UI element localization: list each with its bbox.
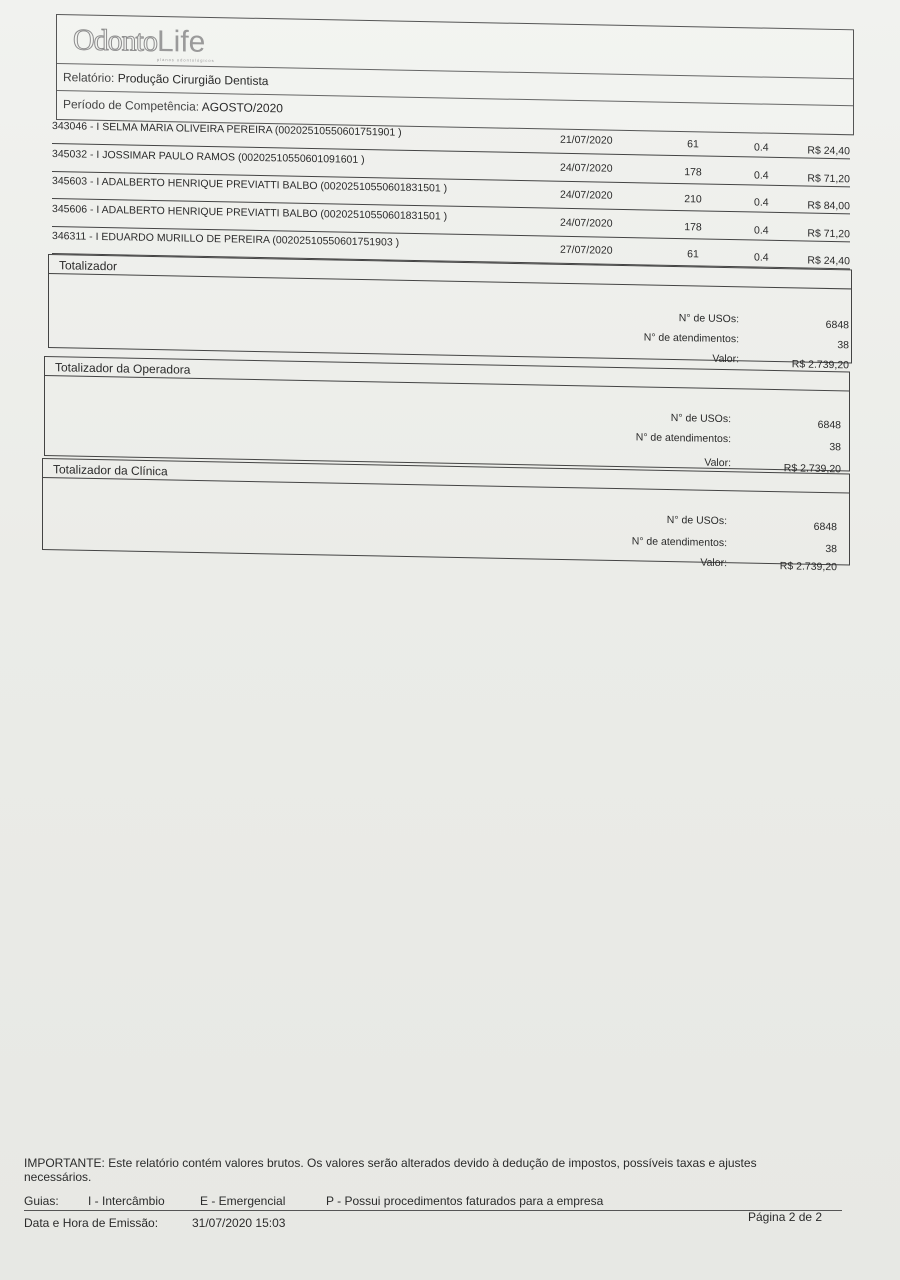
- procedure-value: R$ 71,20: [807, 172, 850, 185]
- emissao-line: [24, 1210, 842, 1232]
- valor-value: R$ 2.739,20: [779, 560, 837, 574]
- totalizador-clinica-box: [42, 478, 850, 574]
- patient-name: 346311 - I EDUARDO MURILLO DE PEREIRA (00202510550601751903 ): [52, 230, 400, 249]
- page-number: Página 2 de 2: [748, 1210, 823, 1224]
- logo-subtitle: planos odontológicos: [157, 56, 215, 64]
- usos-value: 6848: [825, 318, 849, 332]
- totalizador-title: Totalizador: [48, 254, 852, 289]
- procedure-value: R$ 24,40: [807, 144, 850, 158]
- guias-label: Guias:: [24, 1194, 59, 1208]
- totalizador-clinica-title: Totalizador da Clínica: [42, 458, 850, 494]
- valor-label: Valor:: [704, 456, 731, 470]
- usos-value: 6848: [817, 418, 841, 432]
- procedure-date: 21/07/2020: [560, 133, 613, 147]
- procedure-factor: 0.4: [754, 251, 769, 264]
- usos-label: N° de USOs:: [666, 513, 727, 528]
- procedure-date: 27/07/2020: [560, 243, 613, 257]
- procedure-value: R$ 84,00: [807, 199, 850, 213]
- atendimentos-label: N° de atendimentos:: [635, 431, 731, 446]
- procedure-factor: 0.4: [754, 223, 769, 237]
- procedure-factor: 0.4: [754, 168, 769, 182]
- atendimentos-label: N° de atendimentos:: [631, 535, 727, 550]
- emissao-value: 31/07/2020 15:03: [192, 1216, 286, 1230]
- procedure-date: 24/07/2020: [560, 188, 613, 202]
- patient-name: 343046 - I SELMA MARIA OLIVEIRA PEREIRA (00202510550601751901 ): [52, 120, 402, 139]
- patient-name: 345603 - I ADALBERTO HENRIQUE PREVIATTI BALBO (00202510550601831501 ): [52, 175, 448, 195]
- totalizador-operadora-title: Totalizador da Operadora: [44, 356, 850, 391]
- atendimentos-value: 38: [829, 441, 841, 454]
- procedure-uso: 61: [687, 138, 699, 151]
- guia-empresa: P - Possui procedimentos faturados para a empresa: [326, 1194, 604, 1208]
- procedure-date: 24/07/2020: [560, 161, 613, 175]
- periodo-label: Período de Competência:: [63, 97, 200, 114]
- usos-value: 6848: [813, 520, 837, 534]
- periodo-value: AGOSTO/2020: [201, 99, 283, 116]
- patient-name: 345032 - I JOSSIMAR PAULO RAMOS (00202510550601091601 ): [52, 147, 365, 166]
- procedure-uso: 210: [684, 193, 702, 206]
- valor-value: R$ 2.739,20: [791, 358, 849, 372]
- guia-intercambio: I - Intercâmbio: [88, 1194, 165, 1208]
- report-footer: [24, 1156, 844, 1230]
- valor-label: Valor:: [700, 556, 727, 570]
- procedure-date: 24/07/2020: [560, 216, 613, 230]
- guias-legend: [24, 1194, 842, 1211]
- procedure-uso: 178: [684, 165, 702, 178]
- valor-value: R$ 2.739,20: [783, 462, 841, 476]
- usos-label: N° de USOs:: [670, 412, 731, 426]
- logo-main: Odonto: [73, 23, 157, 58]
- relatorio-label: Relatório:: [63, 70, 115, 86]
- procedure-factor: 0.4: [754, 196, 769, 209]
- odontolife-logo: [73, 23, 205, 60]
- usos-label: N° de USOs:: [678, 312, 739, 326]
- atendimentos-value: 38: [837, 339, 849, 352]
- emissao-label: Data e Hora de Emissão:: [24, 1216, 159, 1230]
- atendimentos-value: 38: [825, 543, 837, 556]
- procedure-value: R$ 24,40: [807, 254, 850, 268]
- important-notice: IMPORTANTE: Este relatório contém valores brutos. Os valores serão alterados devido à dedução de impostos, possíveis taxas e ajustes necessários.: [24, 1156, 757, 1184]
- totalizador-operadora-box: [44, 376, 850, 476]
- patient-name: 345606 - I ADALBERTO HENRIQUE PREVIATTI BALBO (00202510550601831501 ): [52, 202, 448, 223]
- logo-life: Life: [157, 24, 206, 59]
- atendimentos-label: N° de atendimentos:: [643, 331, 739, 346]
- procedure-value: R$ 71,20: [807, 227, 850, 240]
- relatorio-value: Produção Cirurgião Dentista: [117, 71, 269, 89]
- procedure-factor: 0.4: [754, 141, 769, 154]
- valor-label: Valor:: [712, 352, 739, 366]
- guia-emergencial: E - Emergencial: [200, 1194, 286, 1208]
- procedure-uso: 61: [687, 248, 699, 261]
- procedure-uso: 178: [684, 220, 702, 233]
